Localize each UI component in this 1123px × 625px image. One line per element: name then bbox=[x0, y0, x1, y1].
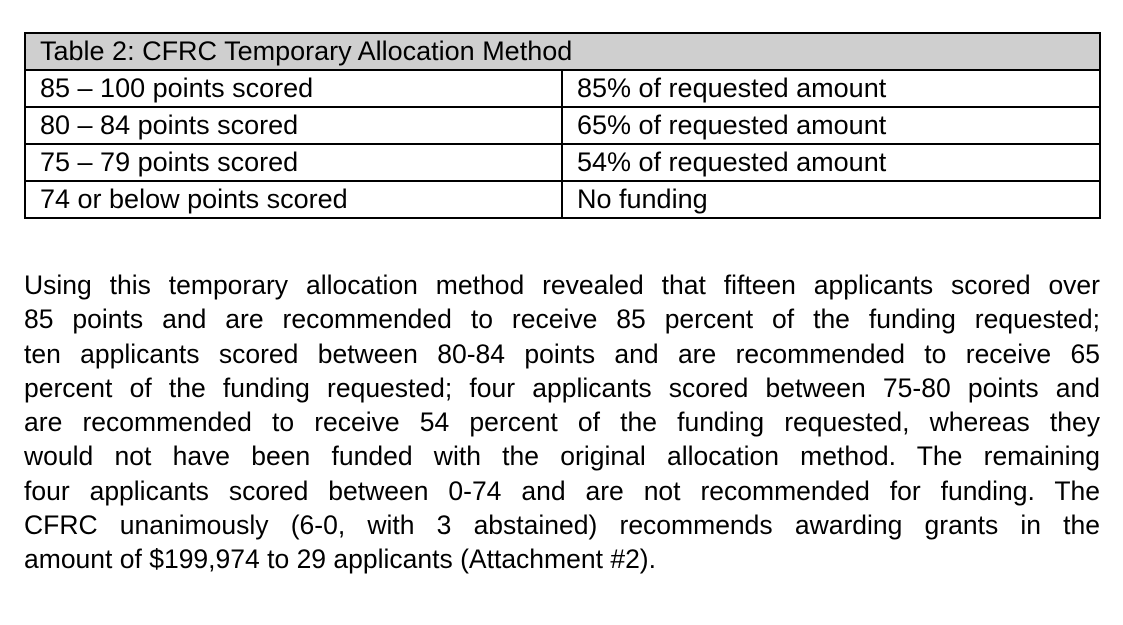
body-paragraph bbox=[24, 268, 1100, 577]
points-cell: 85 – 100 points scored bbox=[25, 70, 562, 107]
table-row bbox=[25, 181, 1100, 218]
table-header-row bbox=[25, 33, 1100, 70]
table-row bbox=[25, 144, 1100, 181]
allocation-cell: 54% of requested amount bbox=[562, 144, 1100, 181]
table-row bbox=[25, 70, 1100, 107]
allocation-table bbox=[24, 32, 1101, 219]
allocation-cell: 65% of requested amount bbox=[562, 107, 1100, 144]
paragraph-line: percent of the funding requested; four applicants scored between 75-80 points and bbox=[24, 372, 1100, 403]
points-cell: 80 – 84 points scored bbox=[25, 107, 562, 144]
table-row bbox=[25, 107, 1100, 144]
points-cell: 74 or below points scored bbox=[25, 181, 562, 218]
paragraph-line: ten applicants scored between 80-84 points and are recommended to receive 65 bbox=[24, 338, 1100, 369]
table-title: Table 2: CFRC Temporary Allocation Method bbox=[25, 33, 1100, 70]
paragraph-line: would not have been funded with the original allocation method. The remaining bbox=[24, 441, 1100, 472]
paragraph-line: four applicants scored between 0-74 and are not recommended for funding. The bbox=[24, 475, 1100, 506]
allocation-cell: 85% of requested amount bbox=[562, 70, 1100, 107]
paragraph-line: Using this temporary allocation method revealed that fifteen applicants scored over bbox=[24, 270, 1100, 300]
paragraph-line: CFRC unanimously (6-0, with 3 abstained) recommends awarding grants in the bbox=[24, 510, 1100, 541]
paragraph-line: amount of $199,974 to 29 applicants (Attachment #2). bbox=[24, 544, 656, 575]
paragraph-line: are recommended to receive 54 percent of the funding requested, whereas they bbox=[24, 407, 1100, 438]
paragraph-line: 85 points and are recommended to receive 85 percent of the funding requested; bbox=[24, 304, 1100, 335]
points-cell: 75 – 79 points scored bbox=[25, 144, 562, 181]
allocation-cell: No funding bbox=[562, 181, 1100, 218]
